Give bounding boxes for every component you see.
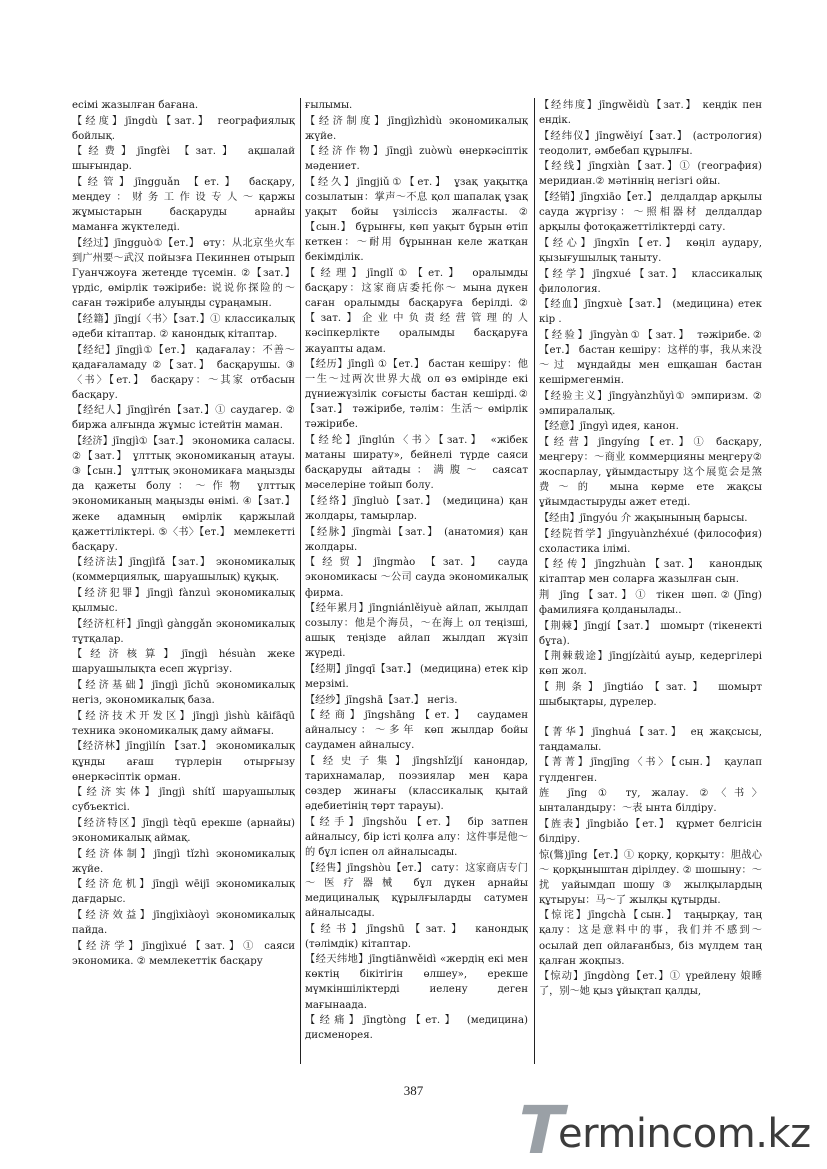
dictionary-entry: 荆 jīng【зат.】① тікен шөп.②(Jīng) фамилияға қолданылады.. (539, 590, 762, 617)
dictionary-entry: 【经传】jīngzhuàn【зат.】 канондық кітаптар мен соларға жазылған сын. (539, 559, 762, 586)
dictionary-entry: 【旌表】jīngbiǎo【ет.】 құрмет белгісін білдіру. (539, 818, 762, 845)
dictionary-entry: 【经理】jīnglǐ①【ет.】 оралымды басқару：这家商店委托你～ мына дүкен саған оралымды басқаруға берілді.②【зат.】企业中负责经营管理的人 кәсіпкерлікте оралымды басқаруға жауапты адам. (305, 268, 528, 355)
dictionary-entry: 【经纬仪】jīngwěiyí【зат.】 (астрология) теодолит, әмбебап құрылғы. (539, 130, 762, 157)
dictionary-entry: 【经销】jīngxiāo【ет.】 делдалдар арқылы сауда жүргізу：～照相器材 делдалдар арқылы фотоқажеттіліктерді сату. (539, 192, 762, 234)
dictionary-entry: 【经济作物】jīngjì zuòwù өнеркәсіптік мәдениет. (305, 146, 528, 173)
dictionary-entry: 【经纶】jīnglún〈书〉【зат.】 «жібек матаны ширату», бейнелі түрде саяси басқаруды айтады：满腹～ саясат мәселеріне тойып болу. (305, 435, 528, 492)
dictionary-entry: 【经纬度】jīngwěidù【зат.】 кеңдік пен ендік. (539, 100, 762, 127)
dictionary-entry: 【经商】jīngshāng【ет.】 саудамен айналысу：～多年 көп жылдар бойы саудамен айналысу. (305, 710, 528, 752)
page-number: 387 (403, 1083, 424, 1098)
column-divider (534, 98, 535, 1064)
column-middle (305, 98, 528, 1068)
dictionary-entry: 【经脉】jīngmài【зат.】 (анатомия) қан жолдары. (305, 526, 528, 553)
dictionary-entry: 【经络】jīngluò【зат.】 (медицина) қан жолдары, тамырлар. (305, 495, 528, 523)
dictionary-entry: 【经天纬地】jīngtiānwěidì «жердің екі мен көктің бікітігін өлшеу», ерекше мүмкіншіліктерді иелену деген мағынаада. (305, 954, 528, 1011)
dictionary-entry: 【菁菁】jīngjīng〈书〉【сын.】 қаулап гүлденген. (539, 757, 762, 784)
dictionary-entry: 【经意】jīngyì идея, канон. (539, 421, 679, 433)
dictionary-entry: 【经管】jīngguǎn 【ет.】 басқару, меңдеу：财务工作设专人～қаржы жұмыстарын басқаруды арнайы маманға жүктеледі. (72, 176, 295, 234)
dictionary-entry: 【经验】jīngyàn①【зат.】 тәжірибе.② 【ет.】 бастан кешіру：这样的事，我从来没～过 мұндайды мен ешқашан бастан кешірмегенмін. (539, 329, 762, 387)
dictionary-page (72, 98, 762, 1068)
dictionary-entry: 【经济】jīngjì①【зат.】 экономика саласы. ②【зат.】 ұлттық экономиканың атауы. ③【сын.】 ұлттық экономикаға маңызды да қажеты болу：～作物 ұлттық экономиканың маңызды өнімі. ④【зат.】 жеке адамның өмірлік қаржылай қажеттіліктері. ⑤〈书〉【ет.】 мемлекетті басқару. (72, 436, 295, 553)
logo-text: ermincom.kz (558, 1111, 811, 1157)
dictionary-entry: 【经纪】jīngjì①【ет.】 қадағалау：不善～ қадағаламаду ②【зат.】 басқарушы. ③〈书〉【ет.】 басқару：～其家 отбасын басқару. (72, 344, 295, 401)
dictionary-entry: 【经济危机】jīngjì wēijī экономикалық дағдарыс. (72, 879, 295, 906)
termincom-logo (509, 1092, 818, 1169)
dictionary-entry: 【经费】jīngfèi 【зат.】 ақшалай шығындар. (72, 146, 295, 173)
dictionary-entry: 【经济实体】jīngjì shítǐ шаруашылық субъектісі. (72, 787, 295, 814)
dictionary-entry: 【经济效益】jīngjìxiàoyì экономикалық пайда. (72, 909, 295, 937)
dictionary-entry: ғылымы. (305, 100, 353, 111)
column-left (72, 98, 295, 1068)
logo-initial: T (509, 1092, 572, 1169)
dictionary-entry: 【经济基础】jīngjì jīchǔ экономикалық негіз, экономикалық база. (72, 680, 295, 707)
dictionary-entry: 【经院哲学】jīngyuànzhéxué (философия) схоластика ілімі. (539, 528, 762, 555)
dictionary-entry: 【经纱】jīngshā【зат.】 негіз. (305, 694, 458, 706)
dictionary-entry: 【经售】jīngshòu【ет.】 сату：这家商店专门～医疗器械 бұл дүкен арнайы медициналық құрылғыларды сатумен айналысады. (305, 862, 528, 919)
dictionary-entry: 【经营】jīngyíng【ет.】① басқару, меңгеру：～商业 коммерцияны меңгеру② жоспарлау, ұйымдастыру 这个展览会是煞费～的 мына көрме ете жақсы ұйымдастыруды ажет етеді. (539, 437, 762, 509)
dictionary-entry: 【经期】jīngqī【зат.】 (медицина) етек кір мерзімі. (305, 663, 528, 691)
dictionary-entry: 【经济体制】jīngjì tǐzhì экономикалық жүйе. (72, 848, 295, 875)
dictionary-entry: 【经济法】jīngjìfǎ【зат.】 экономикалық (коммерциялық, шаруашылық) құқық. (72, 557, 295, 584)
dictionary-entry: 【经济学】jīngjìxué【зат.】① саяси экономика. ② мемлекеттік басқару (72, 940, 295, 967)
dictionary-entry: 【经过】jīngguò①【ет.】 өту：从北京坐火车到广州要～武汉 пойызға Пекиннен отырып Гуанчжоуға жетеңде түсемін. ②【зат.】 үрдіс, өмірлік тәжірибе: 说说你探险的～ саған тәжірибе алуыңды сұраңамын. (72, 237, 295, 310)
dictionary-entry: есімі жазылған бағана. (72, 100, 199, 111)
dictionary-entry: 【经久】jīngjiǔ①【ет.】 ұзақ уақытқа созылатын：掌声～不息 қол шапалақ ұзақ уақыт бойы үзіліссіз жалғасты.② 【сын.】 бұрынғы, көп уақыт бұрын өтіп кеткен：～耐用 бұрыннан келе жатқан бекімділік. (305, 176, 528, 264)
dictionary-entry: 【经年累月】jīngniánlěiyuè айлап, жылдап созылу：他是个海员，～在海上 ол теңізші, ашық теңізде айлап жылдап жүзіп жүреді. (305, 603, 528, 660)
dictionary-entry: 【惊诧】jīngchà【сын.】 таңырқау, таң қалу：这是意料中的事，我们并不感到～ осылай деп ойлағанбыз, біз мүлдем таң қалған жоқпыз. (539, 910, 762, 967)
dictionary-entry: 【经济制度】jīngjìzhìdù экономикалық жүйе. (305, 115, 528, 142)
dictionary-entry: 【经痛】jīngtòng【ет.】 (медицина) дисменорея. (305, 1015, 528, 1042)
dictionary-entry: 【经学】jīngxué【зат.】 классикалық филология. (539, 268, 762, 295)
dictionary-entry: 【荆棘载途】jīngjízàitú ауыр, кедергілері көп жол. (539, 651, 762, 678)
dictionary-entry: 【经济技术开发区】jīngjì jìshù kāifāqū техника экономикалық даму аймағы. (72, 710, 295, 737)
dictionary-entry: 惊(鷩)jīng【ет.】① қорқу, қорқыту：胆战心～ қорқыныштан дірілдеу. ② шошыну：～扰 уайымдап шошу ③ жылқылардың құтыруы：马～了 жылқы құтырды. (539, 849, 762, 906)
dictionary-entry: 【经史子集】jīngshǐzǐjí канондар, тарихнамалар, поэзиялар мен қара сөздер жинағы (классикалық қытай әдебиетінің төрт тарауы). (305, 756, 528, 813)
dictionary-entry: 【经书】jīngshū【зат.】 канондық (тәлімдік) кітаптар. (305, 923, 528, 950)
dictionary-entry: 【经历】jīnglì ①【ет.】 бастан кешіру：他一生～过两次世界大战 ол өз өмірінде екі дүниежүзілік соғысты бастан кешірді.②【зат.】 тәжірибе, тәлім：生活～ өмірлік тәжірибе. (305, 359, 528, 431)
dictionary-entry: 【经济核算】jīngjì hésuàn жеке шаруашылықта есеп жүргізу. (72, 649, 295, 676)
dictionary-entry: 【经度】jīngdù【зат.】 географиялық бойлық. (72, 115, 295, 142)
dictionary-entry: 【经籍】jīngjí〈书〉【зат.】① классикалық әдеби кітаптар. ② канондық кітаптар. (72, 313, 295, 340)
dictionary-entry: 【经手】jīngshǒu【ет.】 бір затпен айналысу, бір істі қолға алу：这件事是他～的 бұл іспен ол айналысады. (305, 816, 528, 859)
dictionary-entry: 【经纪人】jīngjìrén【зат.】① саудагер. ② биржа алғында жұмыс істейтін маман. (72, 405, 295, 432)
dictionary-entry: 【经验主义】jīngyànzhǔyì① эмпиризм. ② эмпиралалық. (539, 390, 762, 417)
dictionary-entry: 【经贸】jīngmào 【зат.】 сауда экономикасы ～公司 сауда экономикалық фирма. (305, 557, 528, 599)
dictionary-entry: 【经济特区】jīngjì tèqū ерекше (арнайы) экономикалық аймақ. (72, 817, 295, 844)
dictionary-entry: 【惊动】jīngdòng【ет.】① үрейлену 娘睡了，别～她 қыз ұйықтап қалды, (539, 971, 762, 998)
dictionary-entry: 【经济林】jīngjìlín 【зат.】 экономикалық құнды ағаш түрлерін отырғызу өнеркәсіптік орман. (72, 741, 295, 783)
dictionary-entry: 旌 jīng ① ту, жалау. ②〈书〉 ынталандыру：～表 ынта білдіру. (539, 788, 762, 815)
entry-spacer (539, 711, 762, 725)
dictionary-entry: 【经济杠杆】jīngjì gànggǎn экономикалық тұтқалар. (72, 618, 295, 645)
dictionary-entry: 【荆棘】jīngjí【зат.】 шомырт (тікенекті бұта). (539, 620, 762, 647)
dictionary-entry: 【经血】jīngxuè【зат.】 (медицина) етек кір . (539, 299, 762, 326)
dictionary-entry: 【经济犯罪】jīngjì fànzuì экономикалық қылмыс. (72, 588, 295, 615)
column-divider (300, 98, 301, 1064)
dictionary-entry: 【荆条】jīngtiáo【зат.】 шомырт шыбықтары, дүрелер. (539, 682, 762, 709)
column-right (539, 98, 762, 1068)
dictionary-entry: 【经由】jīngyóu 介 жақынының барысы. (539, 513, 748, 525)
dictionary-entry: 【菁华】jīnghuá【зат.】 ең жақсысы, таңдамалы. (539, 726, 762, 753)
dictionary-entry: 【经心】jīngxīn【ет.】 көңіл аудару, қызығушылық таныту. (539, 237, 762, 264)
dictionary-entry: 【经线】jīngxiàn【зат.】① (география) меридиан.② мәтіннің негізгі ойы. (539, 161, 762, 188)
